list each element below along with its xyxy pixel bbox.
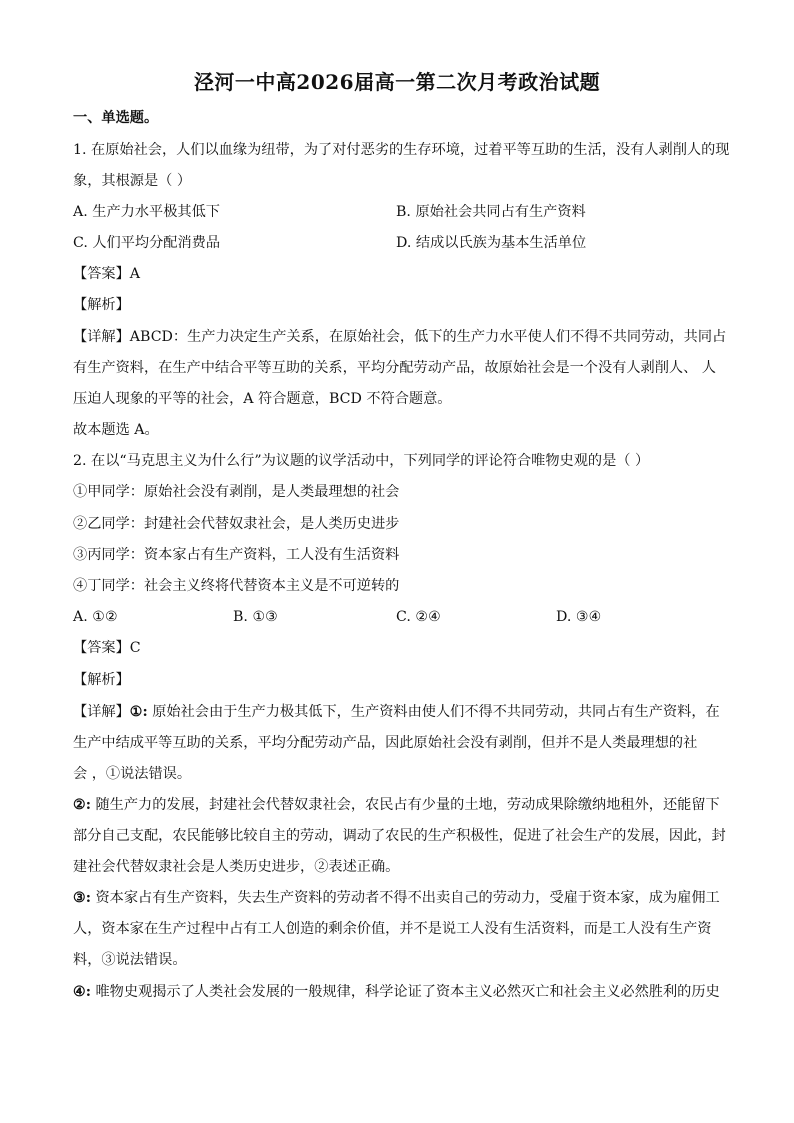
q1-analysis-tag: 【解析】 (73, 297, 130, 313)
answer-value: C (129, 640, 141, 656)
section-heading: 一、单选题。 (73, 110, 159, 126)
q2-statement-3: ③丙同学：资本家占有生产资料，工人没有生活资料 (73, 547, 400, 563)
detail-tag: 【详解】 (73, 329, 130, 345)
answer-tag: 【答案】 (73, 266, 130, 282)
q2-answer (73, 638, 733, 658)
q1-stem-line1: 1. 在原始社会，人们以血缘为纽带，为了对付恶劣的生存环境，过着平等互助的生活，没有人剥削人的现 (73, 142, 730, 158)
q2-point2-line3: 建社会代替奴隶社会是人类历史进步，②表述正确。 (73, 859, 400, 875)
point-marker: ①: (129, 704, 148, 720)
point-text: 唯物史观揭示了人类社会发展的一般规律，科学论证了资本主义必然灭亡和社会主义必然胜利的历史 (90, 984, 720, 1000)
q2-stem: 2. 在以“马克思主义为什么行”为议题的议学活动中，下列同学的评论符合唯物史观的是（ ） (73, 453, 650, 469)
point-marker: ②: (73, 797, 91, 813)
q1-option-c: C. 人们平均分配消费品 (73, 235, 221, 251)
q1-detail-line2: 有生产资料，在生产中结合平等互助的关系，平均分配劳动产品，故原始社会是一个没有人剥削人、 人 (73, 360, 716, 376)
q1-option-a: A. 生产力水平极其低下 (73, 204, 220, 220)
point-marker: ④: (73, 984, 91, 1000)
q2-point2-line2: 部分自己支配，农民能够比较自主的劳动，调动了农民的生产积极性，促进了社会生产的发展，因此，封 (73, 828, 726, 844)
point-text: 原始社会由于生产力极其低下，生产资料由使人们不得不共同劳动，共同占有生产资料，在 (147, 704, 720, 720)
q1-detail-line3: 压迫人现象的平等的社会，A 符合题意，BCD 不符合题意。 (73, 391, 452, 407)
q2-point3-line3: 料，③说法错误。 (73, 952, 187, 968)
q2-statement-1: ①甲同学：原始社会没有剥削，是人类最理想的社会 (73, 484, 400, 500)
q2-point1-line2: 生产中结成平等互助的关系，平均分配劳动产品，因此原始社会没有剥削，但并不是人类最理想的社 (73, 735, 698, 751)
point-text: 资本家占有生产资料，失去生产资料的劳动者不得不出卖自己的劳动力，受雇于资本家，成为雇佣工 (90, 890, 720, 906)
q1-option-b: B. 原始社会共同占有生产资料 (396, 204, 586, 220)
q2-point3-line1 (73, 888, 733, 908)
q2-option-a: A. ①② (73, 609, 118, 625)
q1-detail-line1 (73, 327, 733, 347)
page-title: 泾河一中高2026届高一第二次月考政治试题 (193, 70, 601, 94)
point-marker: ③: (73, 890, 91, 906)
q2-option-c: C. ②④ (396, 609, 441, 625)
q1-answer (73, 264, 733, 284)
point-text: 随生产力的发展，封建社会代替奴隶社会，农民占有少量的土地，劳动成果除缴纳地租外，还能留下 (90, 797, 720, 813)
q2-analysis-tag: 【解析】 (73, 672, 130, 688)
answer-tag: 【答案】 (73, 640, 130, 656)
q2-statement-2: ②乙同学：封建社会代替奴隶社会，是人类历史进步 (73, 516, 400, 532)
q1-conclusion: 故本题选 A。 (73, 422, 159, 438)
detail-tag: 【详解】 (73, 704, 130, 720)
q2-point1-line1 (73, 702, 733, 722)
q2-statement-4: ④丁同学：社会主义终将代替资本主义是不可逆转的 (73, 578, 400, 594)
q2-point2-line1 (73, 795, 733, 815)
q2-point1-line3: 会 ，①说法错误。 (73, 766, 192, 782)
detail-text: ABCD：生产力决定生产关系，在原始社会，低下的生产力水平使人们不得不共同劳动，共同占 (129, 329, 727, 345)
q2-option-b: B. ①③ (233, 609, 278, 625)
q1-option-d: D. 结成以氏族为基本生活单位 (396, 235, 587, 251)
q2-point4-line1 (73, 982, 733, 1002)
answer-value: A (129, 266, 141, 282)
q2-point3-line2: 人，资本家在生产过程中占有工人创造的剩余价值，并不是说工人没有生活资料，而是工人没有生产资 (73, 921, 712, 937)
q2-option-d: D. ③④ (556, 609, 602, 625)
q1-stem-line2: 象，其根源是（ ） (73, 173, 192, 189)
